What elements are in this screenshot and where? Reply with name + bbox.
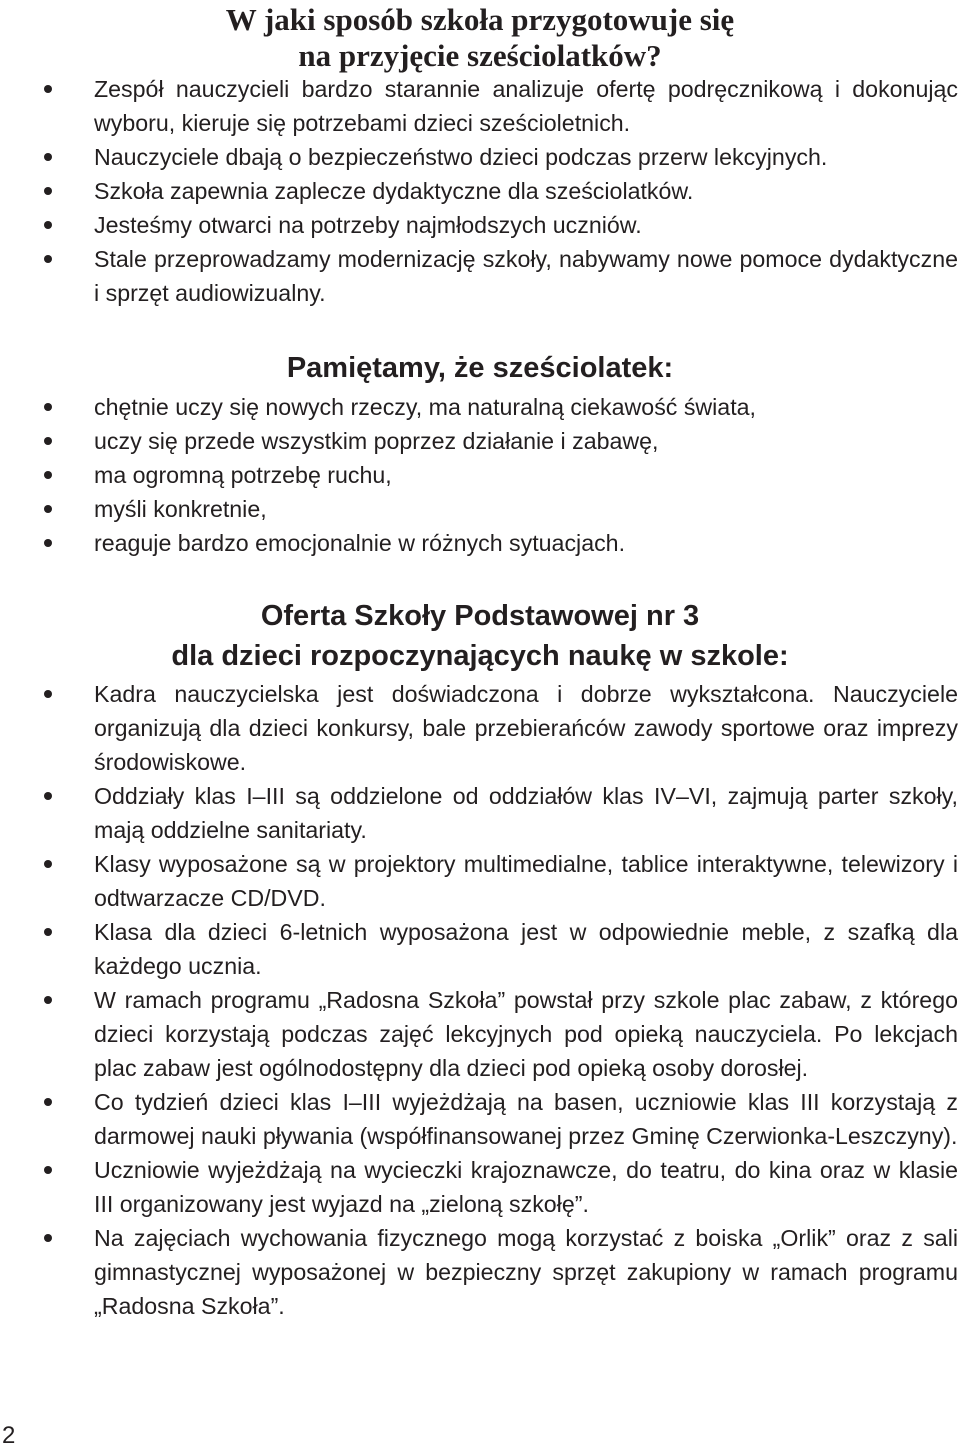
list-item-text: chętnie uczy się nowych rzeczy, ma naturalną ciekawość świata, — [94, 394, 756, 420]
list-item — [0, 424, 960, 458]
section1-list — [0, 72, 960, 310]
list-item-text: Kadra nauczycielska jest doświadczona i dobrze wykształcona. Nauczyciele organizują dla dzieci konkursy, bale przebierańców zawody sportowe oraz imprezy środowiskowe. — [94, 681, 958, 775]
bullet-icon — [44, 471, 52, 479]
list-item — [0, 1221, 960, 1323]
list-item — [0, 847, 960, 915]
bullet-icon — [44, 255, 52, 263]
list-item — [0, 72, 960, 140]
bullet-icon — [44, 187, 52, 195]
list-item — [0, 458, 960, 492]
section3-heading-line1: Oferta Szkoły Podstawowej nr 3 — [260, 600, 700, 632]
section1-title — [60, 2, 900, 74]
list-item — [0, 983, 960, 1085]
list-item — [0, 677, 960, 779]
bullet-icon — [44, 539, 52, 547]
section3-list — [0, 677, 960, 1323]
list-item-text: Nauczyciele dbają o bezpieczeństwo dzieci podczas przerw lekcyjnych. — [94, 144, 828, 170]
bullet-icon — [44, 690, 52, 698]
list-item-text: W ramach programu „Radosna Szkoła” powstał przy szkole plac zabaw, z którego dzieci korzystają podczas zajęć lekcyjnych pod opieką nauczyciela. Po lekcjach plac zabaw jest ogólnodostępny dla dzieci pod opieką osoby dorosłej. — [94, 987, 958, 1081]
list-item-text: Na zajęciach wychowania fizycznego mogą korzystać z boiska „Orlik” oraz z sali gimnastycznej wyposażonej w bezpieczny sprzęt zakupiony w ramach programu „Radosna Szkoła”. — [94, 1225, 958, 1319]
list-item-text: myśli konkretnie, — [94, 496, 267, 522]
list-item-text: Szkoła zapewnia zaplecze dydaktyczne dla sześciolatków. — [94, 178, 694, 204]
section1-title-line1: W jaki sposób szkoła przygotowuje się — [225, 2, 735, 37]
bullet-icon — [44, 928, 52, 936]
page-number: 2 — [2, 1422, 16, 1449]
list-item-text: Co tydzień dzieci klas I–III wyjeżdżają na basen, uczniowie klas III korzystają z darmowej nauki pływania (współfinansowanej przez Gminę Czerwionka-Leszczyny). — [94, 1089, 958, 1149]
section2-list — [0, 390, 960, 560]
section1-title-line2: na przyjęcie sześciolatków? — [298, 38, 662, 73]
list-item — [0, 390, 960, 424]
list-item — [0, 1153, 960, 1221]
bullet-icon — [44, 1098, 52, 1106]
bullet-icon — [44, 403, 52, 411]
list-item-text: Stale przeprowadzamy modernizację szkoły, nabywamy nowe pomoce dydaktyczne i sprzęt audiowizualny. — [94, 246, 958, 306]
list-item — [0, 526, 960, 560]
list-item — [0, 1085, 960, 1153]
list-item-text: Klasy wyposażone są w projektory multimedialne, tablice interaktywne, telewizory i odtwarzacze CD/DVD. — [94, 851, 958, 911]
bullet-icon — [44, 996, 52, 1004]
bullet-icon — [44, 85, 52, 93]
section3-heading — [40, 596, 920, 676]
list-item — [0, 208, 960, 242]
list-item-text: uczy się przede wszystkim poprzez działanie i zabawę, — [94, 428, 659, 454]
list-item-text: Klasa dla dzieci 6-letnich wyposażona jest w odpowiednie meble, z szafką dla każdego ucznia. — [94, 919, 958, 979]
list-item — [0, 242, 960, 310]
list-item — [0, 140, 960, 174]
list-item — [0, 492, 960, 526]
list-item-text: reaguje bardzo emocjonalnie w różnych sytuacjach. — [94, 530, 626, 556]
list-item — [0, 779, 960, 847]
list-item-text: ma ogromną potrzebę ruchu, — [94, 462, 392, 488]
list-item — [0, 915, 960, 983]
list-item-text: Uczniowie wyjeżdżają na wycieczki krajoznawcze, do teatru, do kina oraz w klasie III organizowany jest wyjazd na „zieloną szkołę”. — [94, 1157, 958, 1217]
list-item-text: Zespół nauczycieli bardzo starannie analizuje ofertę podręcznikową i dokonując wyboru, kieruje się potrzebami dzieci sześcioletnich. — [94, 76, 958, 136]
bullet-icon — [44, 505, 52, 513]
bullet-icon — [44, 153, 52, 161]
bullet-icon — [44, 437, 52, 445]
section2-heading: Pamiętamy, że sześciolatek: — [286, 352, 674, 384]
bullet-icon — [44, 1234, 52, 1242]
list-item-text: Jesteśmy otwarci na potrzeby najmłodszych uczniów. — [94, 212, 642, 238]
bullet-icon — [44, 221, 52, 229]
bullet-icon — [44, 1166, 52, 1174]
bullet-icon — [44, 860, 52, 868]
list-item-text: Oddziały klas I–III są oddzielone od oddziałów klas IV–VI, zajmują parter szkoły, mają oddzielne sanitariaty. — [94, 783, 958, 843]
bullet-icon — [44, 792, 52, 800]
section3-heading-line2: dla dzieci rozpoczynających naukę w szkole: — [171, 640, 789, 672]
list-item — [0, 174, 960, 208]
